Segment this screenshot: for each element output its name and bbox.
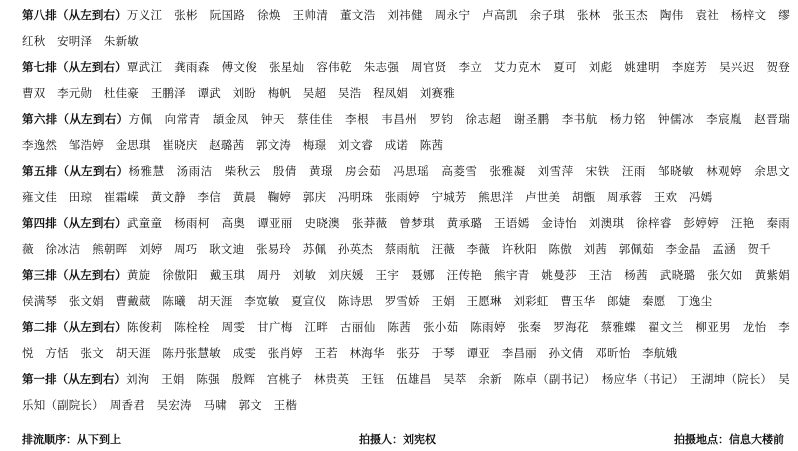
order-note: 排流顺序：从下到上	[22, 433, 121, 446]
row-7	[22, 54, 790, 106]
row-3	[22, 262, 790, 314]
row-1	[22, 366, 790, 418]
row-label: 第二排（从左到右）	[22, 320, 127, 334]
row-label: 第六排（从左到右）	[22, 112, 129, 126]
row-6	[22, 106, 790, 158]
row-2	[22, 314, 790, 366]
row-names: 万义江 张彬 阮国路 徐焕 王帅清 董文浩 刘祎健 周永宁 卢高凯 余子琪 张林 张玉杰 陶伟 袁社 杨梓文 缪红秋 安明泽 朱新敏	[22, 8, 790, 48]
row-label: 第三排（从左到右）	[22, 268, 127, 282]
row-list	[22, 2, 790, 418]
location-note: 拍摄地点：信息大楼前	[674, 433, 784, 446]
row-names: 黄旋 徐傲阳 戴玉琪 周丹 刘敏 刘庆媛 王宇 聂娜 汪传艳 熊宇青 姚曼莎 王洁 杨茜 武晓璐 张欠如 黄紫娟 侯满琴 张文娟 曹戴葳 陈曦 胡天涯 李宽敏 夏宣仪 陈诗思 罗雪娇 王娟 王愿琳 刘彩虹 曹玉华 郎婕 秦愿 丁逸尘	[22, 268, 790, 308]
photographer-note: 拍摄人：刘宪权	[359, 433, 436, 446]
row-names: 方佩 向常青 頡金凤 钟天 蔡佳佳 李根 韦昌州 罗钧 徐志超 谢圣鹏 李书航 杨力铭 钟儒冰 李宸胤 赵晋瑞 李逸然 邹浩婷 金思琪 崔晓庆 赵璐茜 郭文涛 梅璟 刘文睿 成诺 陈茜	[22, 112, 790, 152]
row-label: 第八排（从左到右）	[22, 8, 127, 22]
footer	[22, 432, 784, 448]
row-label: 第四排（从左到右）	[22, 216, 127, 230]
row-label: 第一排（从左到右）	[22, 372, 126, 386]
row-5	[22, 158, 790, 210]
row-label: 第五排（从左到右）	[22, 164, 129, 178]
row-names: 武童童 杨雨柯 高奥 谭亚丽 史晓澳 张莽薇 曾梦琪 黄承璐 王语嫣 金诗怡 刘澳琪 徐梓睿 彭婷婷 汪艳 秦雨薇 徐冰洁 熊朝晖 刘婷 周巧 耿文迪 张易玲 苏佩 孙英杰 蔡雨航 汪薇 李薇 许秋阳 陈傲 刘茜 郭佩茹 李金晶 孟涵 贺千	[22, 216, 790, 256]
row-names: 杨雅慧 汤雨洁 柴秋云 殷倩 黄璟 房会茹 冯思瑶 高菱雪 张雅凝 刘雪萍 宋铁 汪雨 邹晓敏 林观婷 余思文 雍文佳 田琼 崔霜嵘 黄文静 李信 黄晨 鞠婷 郭庆 冯明珠 张雨婷 宁城芳 熊思洋 卢世美 胡甑 周承蓉 王欢 冯嫣	[22, 164, 790, 204]
row-label: 第七排（从左到右）	[22, 60, 127, 74]
row-names: 刘洵 王娟 陈强 殷辉 宫桃子 林贵英 王钰 伍雄昌 吴萃 余新 陈卓（副书记） 杨应华（书记） 王湖坤（院长） 吴乐知（副院长） 周香君 吴宏涛 马啸 郭文 王楷	[22, 372, 790, 412]
row-names: 陈俊莉 陈栓栓 周雯 甘广梅 江畔 古丽仙 陈茜 张小茹 陈雨婷 张秦 罗海花 蔡雅蝶 翟文兰 柳亚男 龙怡 李悦 方恬 张文 胡天涯 陈丹张慧敏 成雯 张肖婷 王若 林海华 张芬 于琴 谭亚 李昌丽 孙文倩 邓昕怡 李航娥	[22, 320, 790, 360]
row-4	[22, 210, 790, 262]
row-8	[22, 2, 790, 54]
row-names: 覃武江 龚雨森 傅文俊 张星灿 容伟乾 朱志强 周官贤 李立 艾力克木 夏可 刘彪 姚建明 李庭芳 吴兴迟 贺登 曹双 李元勋 杜佳豪 王鹏泽 谭武 刘盼 梅帆 吴超 吴浩 程凤娟 刘赛雅	[22, 60, 790, 100]
